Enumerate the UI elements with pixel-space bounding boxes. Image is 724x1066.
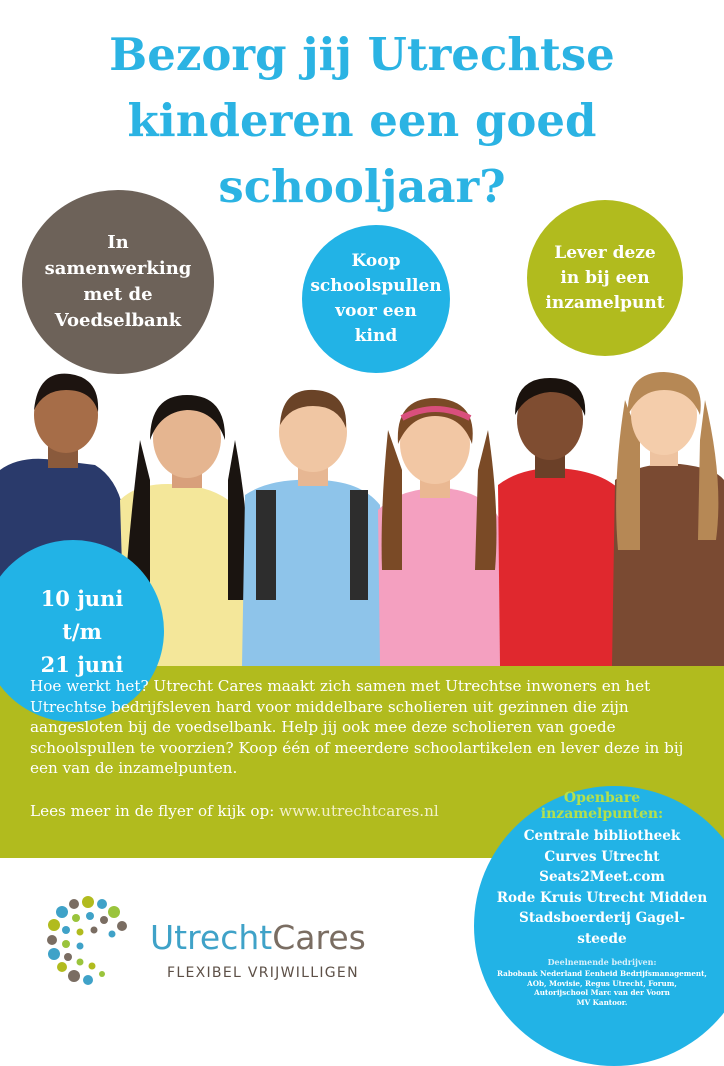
deliver-line-3: inzamelpunt [545, 292, 665, 313]
list-item: Seats2Meet.com [539, 869, 665, 885]
child-figure [378, 398, 500, 666]
participants-line: Autorijschool Marc van der Voorn [534, 988, 670, 997]
participants-line: Rabobank Nederland Eenheid Bedrijfsmanagement, [497, 969, 707, 978]
participants-line: MV Kantoor. [576, 997, 628, 1007]
deliver-circle [527, 200, 683, 356]
heading-line-2: inzamelpunten: [540, 806, 664, 822]
logo-tagline: FLEXIBEL VRIJWILLIGEN [167, 965, 359, 981]
read-more-line [30, 801, 439, 821]
info-paragraph: Hoe werkt het? Utrecht Cares maakt zich samen met Utrechtse inwoners en het Utrechtse bedrijfsleven hard voor middelbare scholieren uit gezinnen die zijn aangesloten bij de voedselbank. Help jij ook mee deze scholieren van goede schoolspullen te voorzien? Koop één of meerdere schoolartikelen en lever deze in bij een van de inzamelpunten. [30, 677, 684, 777]
collection-points-heading [474, 790, 724, 822]
website-link[interactable]: www.utrechtcares.nl [279, 802, 439, 820]
date-start: 10 juni [40, 585, 124, 611]
partnership-line-3: met de [83, 284, 153, 305]
child-figure [612, 372, 724, 666]
headline-line-2: kinderen een goed [127, 94, 597, 147]
partnership-circle [22, 190, 214, 374]
child-figure [242, 390, 385, 666]
list-item: Stadsboerderij Gagel- [519, 910, 685, 926]
buy-line-2: schoolspullen [310, 276, 442, 296]
logo-name-part2: Cares [272, 918, 366, 957]
participants-list [474, 969, 724, 1007]
date-end: 21 juni [40, 651, 124, 677]
buy-supplies-circle [302, 225, 450, 373]
logo-wordmark [150, 918, 366, 958]
list-item: Centrale bibliotheek [523, 828, 681, 844]
buy-line-4: kind [354, 326, 398, 346]
child-figure [498, 378, 622, 666]
participants-line: AOb, Movisie, Regus Utrecht, Forum, [527, 978, 677, 988]
buy-line-1: Koop [351, 251, 401, 271]
list-item: steede [577, 930, 627, 947]
headline-line-1: Bezorg jij Utrechtse [109, 28, 615, 81]
collection-points [474, 790, 724, 1007]
deliver-line-1: Lever deze [554, 242, 656, 263]
deliver-line-2: in bij een [560, 267, 650, 288]
participants-heading: Deelnemende bedrijven: [547, 957, 657, 967]
date-separator: t/m [62, 618, 102, 644]
utrecht-cares-logo-icon [40, 892, 136, 988]
partnership-line-2: samenwerking [44, 258, 192, 279]
partnership-line-1: In [107, 232, 129, 253]
headline-line-3: schooljaar? [218, 160, 506, 213]
logo-name-part1: Utrecht [150, 918, 273, 957]
partnership-line-4: Voedselbank [54, 310, 182, 331]
read-more-text: Lees meer in de flyer of kijk op: [30, 802, 280, 820]
list-item: Rode Kruis Utrecht Midden [496, 889, 708, 906]
list-item: Curves Utrecht [544, 848, 660, 865]
collection-points-list [474, 826, 724, 949]
buy-line-3: voor een [335, 301, 417, 321]
heading-line-1: Openbare [563, 790, 641, 806]
